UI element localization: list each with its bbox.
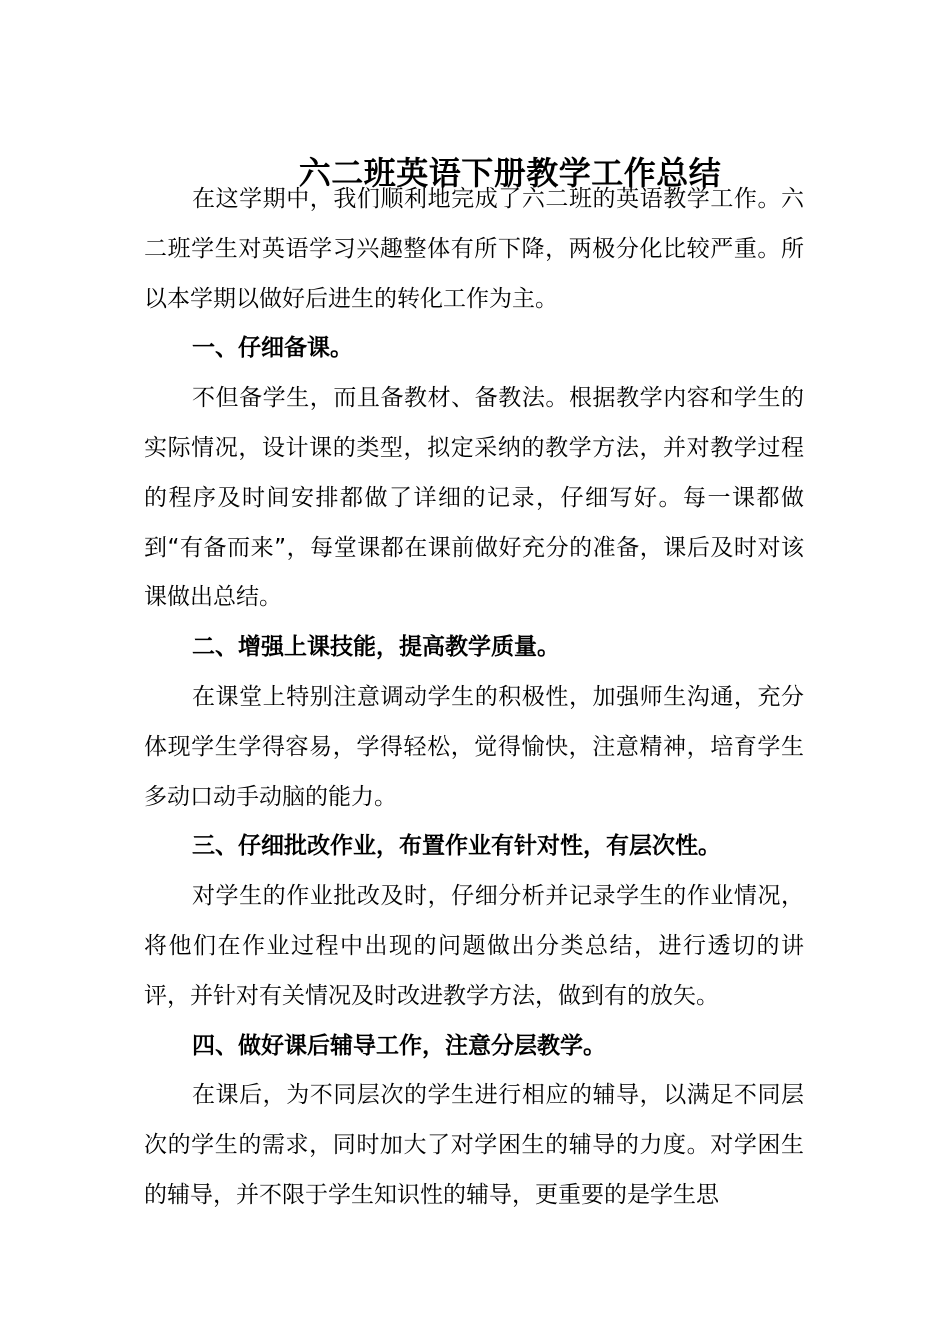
document-body bbox=[144, 175, 804, 1221]
section-2-body: 在课堂上特别注意调动学生的积极性，加强师生沟通，充分体现学生学得容易，学得轻松，觉得愉快，注意精神，培育学生多动口动手动脑的能力。 bbox=[144, 683, 804, 810]
section-1-heading: 一、仔细备课。 bbox=[192, 335, 353, 362]
section-3-body: 对学生的作业批改及时，仔细分析并记录学生的作业情况，将他们在作业过程中出现的问题做出分类总结，进行透切的讲评，并针对有关情况及时改进教学方法，做到有的放矢。 bbox=[144, 883, 804, 1009]
section-2-heading: 二、增强上课技能，提高教学质量。 bbox=[192, 634, 560, 661]
section-4-heading: 四、做好课后辅导工作，注意分层教学。 bbox=[192, 1032, 606, 1059]
intro-paragraph: 在这学期中，我们顺利地完成了六二班的英语教学工作。六二班学生对英语学习兴趣整体有所下降，两极分化比较严重。所以本学期以做好后进生的转化工作为主。 bbox=[144, 186, 804, 312]
section-3-heading: 三、仔细批改作业，布置作业有针对性，有层次性。 bbox=[192, 833, 721, 860]
section-4-body: 在课后，为不同层次的学生进行相应的辅导，以满足不同层次的学生的需求，同时加大了对学困生的辅导的力度。对学困生的辅导，并不限于学生知识性的辅导，更重要的是学生思 bbox=[144, 1082, 804, 1208]
section-1-body: 不但备学生，而且备教材、备教法。根据教学内容和学生的实际情况，设计课的类型，拟定采纳的教学方法，并对教学过程的程序及时间安排都做了详细的记录，仔细写好。每一课都做到“有备而来”，每堂课都在课前做好充分的准备，课后及时对该课做出总结。 bbox=[144, 385, 804, 611]
document-title: 六二班英语下册教学工作总结 bbox=[298, 154, 722, 193]
